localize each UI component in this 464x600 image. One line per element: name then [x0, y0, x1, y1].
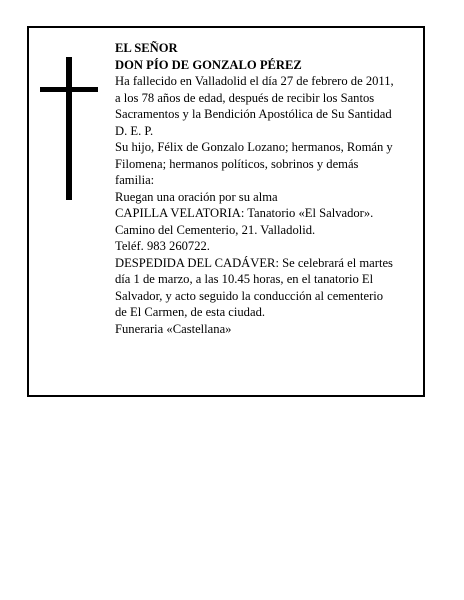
- cross-icon: [66, 57, 72, 200]
- funeral-home-line: Funeraria «Castellana»: [115, 321, 232, 336]
- prayer-request-line: Ruegan una oración por su alma: [115, 189, 278, 204]
- deceased-name: DON PÍO DE GONZALO PÉREZ: [115, 57, 302, 72]
- death-announcement-line: Ha fallecido en Valladolid el día 27 de febrero de 2011,: [115, 74, 394, 88]
- obituary-text: [115, 40, 420, 337]
- death-announcement-line: Sacramentos y la Bendición Apostólica de Su Santidad: [115, 107, 392, 121]
- farewell-line: de El Carmen, de esta ciudad.: [115, 305, 266, 319]
- chapel-line: CAPILLA VELATORIA: Tanatorio «El Salvador».: [115, 206, 374, 220]
- farewell-line: día 1 de marzo, a las 10.45 horas, en el tanatorio El: [115, 272, 374, 286]
- chapel-address-line: Camino del Cementerio, 21. Valladolid.: [115, 222, 316, 237]
- farewell-line: Salvador, y acto seguido la conducción al cementerio: [115, 288, 384, 303]
- death-announcement-line: a los 78 años de edad, después de recibir los Santos: [115, 90, 375, 105]
- family-line: Filomena; hermanos políticos, sobrinos y demás: [115, 156, 359, 171]
- phone-line: Teléf. 983 260722.: [115, 239, 210, 253]
- family-line: familia:: [115, 173, 155, 187]
- obituary-notice: [27, 26, 425, 397]
- deceased-title: EL SEÑOR: [115, 41, 178, 55]
- rip-line: D. E. P.: [115, 123, 154, 138]
- cross-icon-bar: [40, 87, 98, 92]
- family-line: Su hijo, Félix de Gonzalo Lozano; hermanos, Román y: [115, 140, 393, 154]
- farewell-line: DESPEDIDA DEL CADÁVER: Se celebrará el martes: [115, 255, 393, 270]
